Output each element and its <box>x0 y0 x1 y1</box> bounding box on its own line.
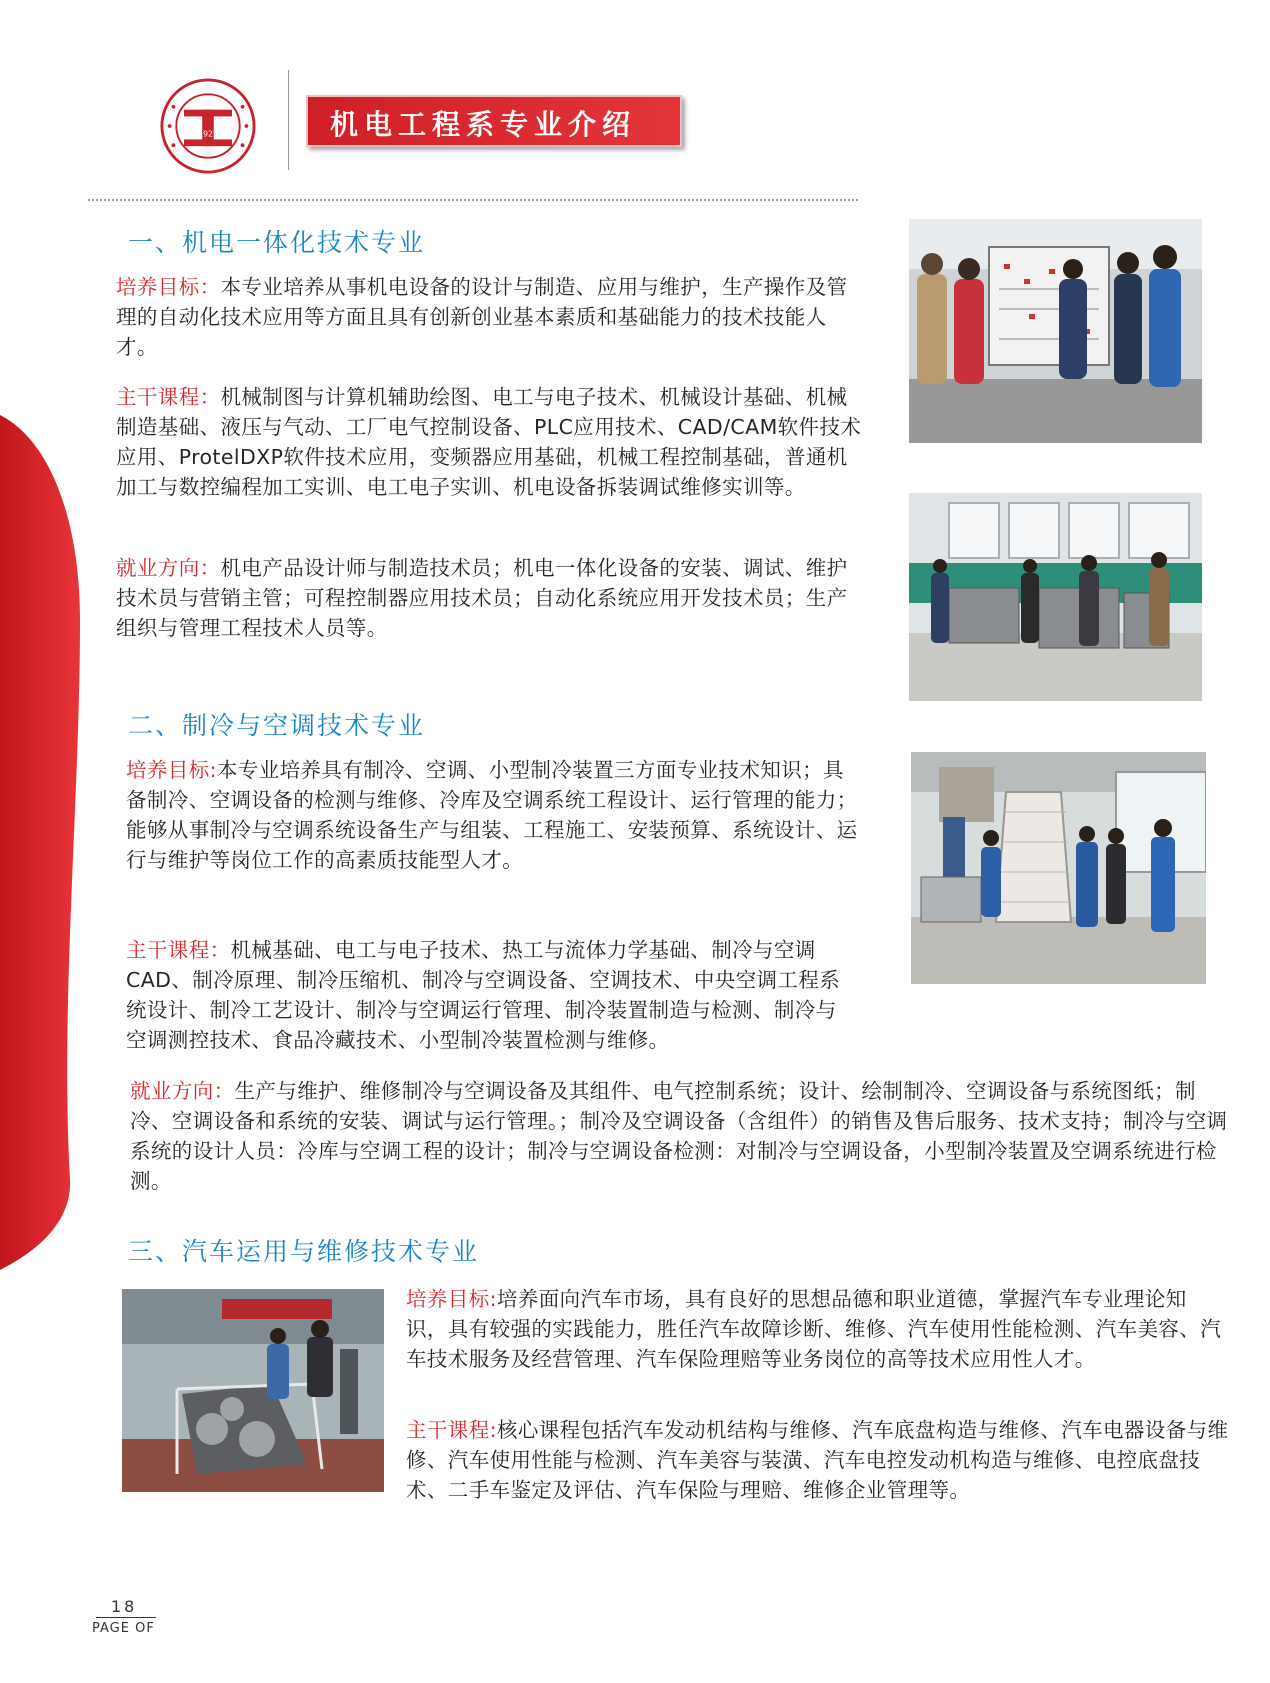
paragraph-text: 本专业培养具有制冷、空调、小型制冷装置三方面专业技术知识；具备制冷、空调设备的检测与维修、冷库及空调系统工程设计、运行管理的能力；能够从事制冷与空调系统设备生产与组装、工程施工、安装预算、系统设计、运行与维护等岗位工作的高素质技能型人才。 <box>126 758 858 872</box>
paragraph-text: 培养面向汽车市场，具有良好的思想品德和职业道德，掌握汽车专业理论知识，具有较强的实践能力，胜任汽车故障诊断、维修、汽车使用性能检测、汽车美容、汽车技术服务及经营管理、汽车保险理赔等业务岗位的高等技术应用性人才。 <box>406 1287 1222 1371</box>
logo-year: 1922 <box>198 129 218 139</box>
red-side-swoosh <box>0 0 120 1683</box>
dotted-divider <box>88 199 858 201</box>
footer-rule <box>96 1617 156 1618</box>
paragraph-label: 培养目标： <box>116 275 221 299</box>
section-title-mechatronics: 一、机电一体化技术专业 <box>128 228 426 257</box>
photo-cooling-tower-lab <box>911 752 1206 984</box>
page-of-label: PAGE OF <box>92 1621 155 1636</box>
paragraph-main-courses <box>406 1415 1236 1505</box>
photo-automotive-workshop <box>122 1289 384 1492</box>
page-number: 18 <box>111 1597 138 1616</box>
paragraph-training-goal <box>126 755 862 875</box>
college-logo-icon <box>160 78 256 174</box>
paragraph-employment <box>116 553 862 643</box>
paragraph-text: 本专业培养从事机电设备的设计与制造、应用与维护，生产操作及管理的自动化技术应用等方面且具有创新创业基本素质和基础能力的技术技能人才。 <box>116 275 848 359</box>
paragraph-label: 主干课程: <box>406 1418 497 1442</box>
paragraph-label: 就业方向： <box>116 556 221 580</box>
paragraph-label: 就业方向： <box>130 1079 235 1103</box>
photo-control-panel-lab <box>909 219 1202 443</box>
paragraph-label: 主干课程： <box>116 385 221 409</box>
paragraph-training-goal <box>406 1284 1226 1374</box>
paragraph-text: 机械基础、电工与电子技术、热工与流体力学基础、制冷与空调CAD、制冷原理、制冷压缩机、制冷与空调设备、空调技术、中央空调工程系统设计、制冷工艺设计、制冷与空调运行管理、制冷装置制造与检测、制冷与空调测控技术、食品冷藏技术、小型制冷装置检测与维修。 <box>126 938 841 1052</box>
photo-training-benches <box>909 493 1202 701</box>
header-banner <box>306 95 682 147</box>
paragraph-text: 生产与维护、维修制冷与空调设备及其组件、电气控制系统；设计、绘制制冷、空调设备与系统图纸；制冷、空调设备和系统的安装、调试与运行管理。；制冷及空调设备（含组件）的销售及售后服务、技术支持；制冷与空调系统的设计人员：冷库与空调工程的设计；制冷与空调设备检测：对制冷与空调设备，小型制冷装置及空调系统进行检测。 <box>130 1079 1228 1193</box>
paragraph-main-courses <box>116 382 862 502</box>
paragraph-label: 培养目标: <box>406 1287 497 1311</box>
paragraph-text: 核心课程包括汽车发动机结构与维修、汽车底盘构造与维修、汽车电器设备与维修、汽车使用性能与检测、汽车美容与装潢、汽车电控发动机构造与维修、电控底盘技术、二手车鉴定及评估、汽车保险与理赔、维修企业管理等。 <box>406 1418 1229 1502</box>
header-divider <box>288 70 289 170</box>
paragraph-training-goal <box>116 272 862 362</box>
paragraph-text: 机电产品设计师与制造技术员；机电一体化设备的安装、调试、维护技术员与营销主管；可程控制器应用技术员；自动化系统应用开发技术员；生产组织与管理工程技术人员等。 <box>116 556 848 640</box>
paragraph-employment <box>130 1076 1230 1196</box>
paragraph-text: 机械制图与计算机辅助绘图、电工与电子技术、机械设计基础、机械制造基础、液压与气动、工厂电气控制设备、PLC应用技术、CAD/CAM软件技术应用、ProtelDXP软件技术应用，变频器应用基础，机械工程控制基础，普通机加工与数控编程加工实训、电工电子实训、机电设备拆装调试维修实训等。 <box>116 385 862 499</box>
paragraph-label: 主干课程： <box>126 938 231 962</box>
paragraph-label: 培养目标: <box>126 758 217 782</box>
section-title-refrigeration: 二、制冷与空调技术专业 <box>128 711 426 740</box>
section-title-automotive: 三、汽车运用与维修技术专业 <box>128 1237 480 1266</box>
page-title: 机电工程系专业介绍 <box>330 108 637 141</box>
